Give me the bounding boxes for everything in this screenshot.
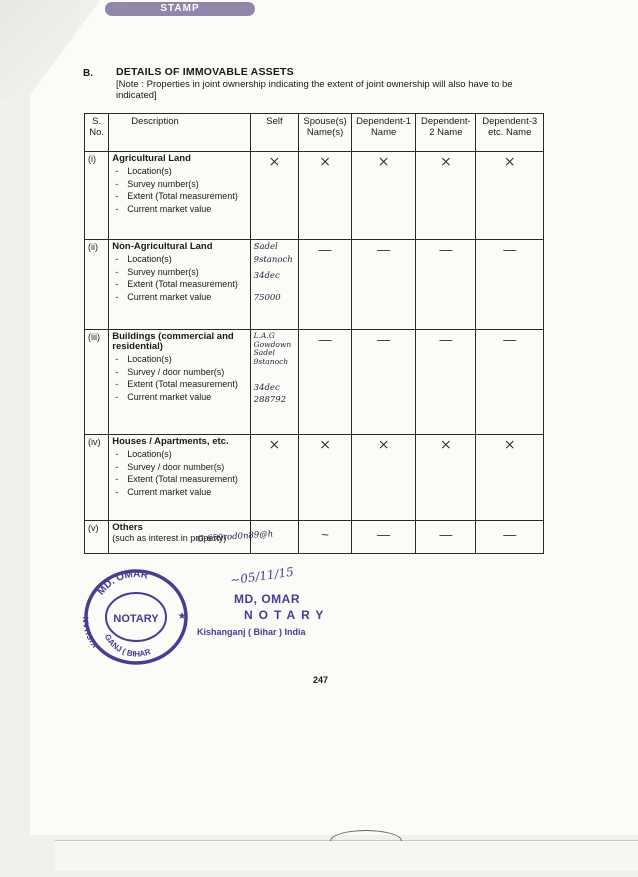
row-description (109, 152, 250, 240)
dependent-3-cell: × (476, 435, 544, 521)
dependent-2-cell: — (416, 521, 476, 554)
seal-star-icon: ★ (177, 611, 187, 622)
notary-place: Kishanganj ( Bihar ) India (197, 627, 306, 637)
self-cell (250, 330, 299, 435)
handwritten-line: 9stanoch (253, 356, 289, 366)
page-number: 247 (313, 675, 329, 685)
row-description (109, 435, 250, 521)
notary-name: MD, OMAR (234, 592, 300, 606)
header-spouse: Spouse(s) Name(s) (299, 114, 352, 152)
header-description: Description (109, 114, 250, 152)
dependent-3-cell: — (476, 521, 544, 554)
list-item: - Current market value (112, 392, 246, 403)
list-item: - Current market value (112, 292, 246, 303)
self-cell (250, 240, 299, 330)
row-title: Others (112, 522, 143, 533)
list-item: - Extent (Total measurement) (112, 379, 246, 390)
dependent-1-cell: — (351, 240, 415, 330)
header-dependent-2: Dependent-2 Name (416, 114, 476, 152)
self-cell: × (250, 152, 299, 240)
header-stamp: STAMP (105, 2, 255, 16)
list-item: - Current market value (112, 204, 246, 215)
seal-bottom-text: GANJ ( BIHAR (102, 632, 152, 659)
table-row (85, 152, 544, 240)
row-sno: (ii) (85, 240, 109, 330)
immovable-assets-table (84, 113, 544, 554)
list-item: - Location(s) (112, 354, 246, 365)
row-sno: (iii) (85, 330, 109, 435)
row-sno: (i) (85, 152, 109, 240)
next-page-strip (55, 840, 638, 871)
notary-seal (80, 567, 192, 667)
list-item: - Extent (Total measurement) (112, 279, 246, 290)
self-cell: × (250, 435, 299, 521)
section-note: [Note : Properties in joint ownership indicating the extent of joint ownership will also have to be indicated] (116, 79, 513, 101)
notary-signature: ~05/11/15 (229, 564, 295, 588)
section-letter: B. (83, 68, 93, 79)
dependent-1-cell: — (351, 521, 415, 554)
spouse-cell: — (299, 240, 352, 330)
dependent-2-cell: × (416, 435, 476, 521)
handwritten-value: 288792 (253, 394, 287, 405)
spouse-cell: — (299, 330, 352, 435)
spouse-cell: × (299, 152, 352, 240)
row-subtitle: (such as interest in property) (112, 533, 227, 543)
list-item: - Survey number(s) (112, 267, 246, 278)
spouse-cell: ~ (299, 521, 352, 554)
header-sno: S. No. (85, 114, 109, 152)
handwritten-line: Gowdown (253, 339, 292, 349)
section-title: DETAILS OF IMMOVABLE ASSETS (116, 66, 294, 78)
list-item: - Extent (Total measurement) (112, 474, 246, 485)
dependent-1-cell: — (351, 330, 415, 435)
handwritten-location: Sadel (253, 242, 278, 252)
row-description (109, 330, 250, 435)
row-sno: (v) (85, 521, 109, 554)
dependent-2-cell: — (416, 330, 476, 435)
table-row (85, 240, 544, 330)
notary-title: NOTARY (244, 608, 330, 622)
list-item: - Survey / door number(s) (112, 462, 246, 473)
handwritten-extent: 34dec (253, 383, 280, 393)
table-row (85, 330, 544, 435)
dependent-1-cell: × (351, 435, 415, 521)
seal-center-text: NOTARY (113, 613, 159, 625)
seal-left-text: KISHAN (81, 616, 100, 650)
row-description (109, 240, 250, 330)
dependent-2-cell: × (416, 152, 476, 240)
header-self: Self (250, 114, 299, 152)
handwritten-extent: 34dec (253, 271, 280, 281)
table-row (85, 521, 544, 554)
handwritten-survey: 9stanoch (253, 255, 293, 265)
handwritten-line: Sadel (253, 348, 275, 357)
header-dependent-3: Dependent-3 etc. Name (476, 114, 544, 152)
dependent-3-cell: — (476, 330, 544, 435)
handwritten-value: 75000 (253, 293, 281, 303)
row-title: Non-Agricultural Land (112, 241, 213, 252)
row-title: Houses / Apartments, etc. (112, 436, 229, 447)
table-header-row (85, 114, 544, 152)
list-item: - Extent (Total measurement) (112, 191, 246, 202)
row-title: Buildings (commercial and residential) (112, 331, 234, 352)
header-dependent-1: Dependent-1 Name (351, 114, 415, 152)
list-item: - Location(s) (112, 449, 246, 460)
dependent-2-cell: — (416, 240, 476, 330)
handwritten-line: L.A.G (253, 331, 275, 340)
others-handwritten-note: G-659rod0n89@h (196, 529, 274, 545)
list-item: - Location(s) (112, 254, 246, 265)
dependent-3-cell: — (476, 240, 544, 330)
list-item: - Survey / door number(s) (112, 367, 246, 378)
row-title: Agricultural Land (112, 153, 191, 164)
spouse-cell: × (299, 435, 352, 521)
list-item: - Location(s) (112, 166, 246, 177)
dependent-1-cell: × (351, 152, 415, 240)
dependent-3-cell: × (476, 152, 544, 240)
row-sno: (iv) (85, 435, 109, 521)
seal-top-text: MD. OMAR (95, 568, 150, 598)
list-item: - Current market value (112, 487, 246, 498)
table-row (85, 435, 544, 521)
list-item: - Survey number(s) (112, 179, 246, 190)
